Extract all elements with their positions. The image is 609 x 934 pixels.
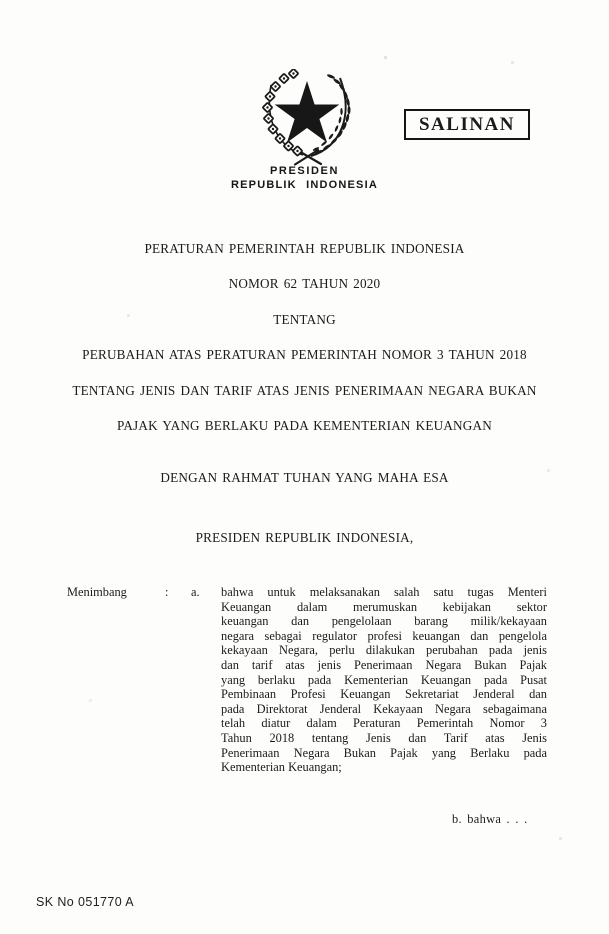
title-line: PERUBAHAN ATAS PERATURAN PEMERINTAH NOMOR 3 TAHUN 2018 [82,347,527,363]
title-line-tentang: TENTANG [273,311,336,327]
paragraph-line: Keuangan dalam merumuskan kebijakan sektor [221,599,547,614]
paragraph-line: Kementerian Keuangan; [221,760,342,775]
paragraph-line: dan tarif atas jenis Penerimaan Negara Bukan Pajak [221,657,547,672]
menimbang-item-marker: a. [191,585,200,599]
presidential-seal-icon [251,69,365,167]
scan-noise-specks [0,0,1,1]
paragraph-line: Pembinaan Profesi Keuangan Sekretariat Jenderal dan [221,687,547,702]
invocation-line: DENGAN RAHMAT TUHAN YANG MAHA ESA [160,470,449,485]
menimbang-item-a-text [221,585,547,775]
paragraph-line: keuangan dan pengelolaan barang milik/kekayaan [221,614,547,629]
paragraph-line: telah diatur dalam Peraturan Pemerintah Nomor 3 [221,716,547,731]
paragraph-line: Penerimaan Negara Bukan Pajak yang Berlaku pada [221,745,547,760]
menimbang-separator: : [165,585,169,599]
paragraph-line: Tahun 2018 tentang Jenis dan Tarif atas Jenis [221,730,547,745]
paragraph-line: kekayaan Negara, perlu dilakukan perubahan pada jenis [221,643,547,658]
paragraph-line: bahwa untuk melaksanakan salah satu tugas Menteri [221,585,547,599]
title-line: PERATURAN PEMERINTAH REPUBLIK INDONESIA [144,241,465,256]
paragraph-line: pada Direktorat Jenderal Kekayaan Negara sebagaimana [221,701,547,716]
regulation-title [0,231,609,443]
paragraph-line: negara sebagai regulator profesi keuangan dan pengelola [221,628,547,643]
title-line-nomor: NOMOR 62 TAHUN 2020 [228,276,381,292]
title-line: PAJAK YANG BERLAKU PADA KEMENTERIAN KEUANGAN [117,418,492,434]
title-line: TENTANG JENIS DAN TARIF ATAS JENIS PENERIMAAN NEGARA BUKAN [72,382,537,398]
salinan-stamp: SALINAN [404,109,530,140]
letterhead-presiden: PRESIDEN [269,165,340,177]
sk-number: SK No 051770 A [36,895,135,909]
letterhead-republik-indonesia: REPUBLIK INDONESIA [231,179,378,191]
letterhead [0,165,609,191]
menimbang-label: Menimbang [67,585,127,599]
paragraph-line: yang berlaku pada Kementerian Keuangan pada Pusat [221,672,547,687]
enacting-authority-line: PRESIDEN REPUBLIK INDONESIA, [195,530,414,545]
catchword-next-page: b. bahwa . . . [452,812,528,826]
